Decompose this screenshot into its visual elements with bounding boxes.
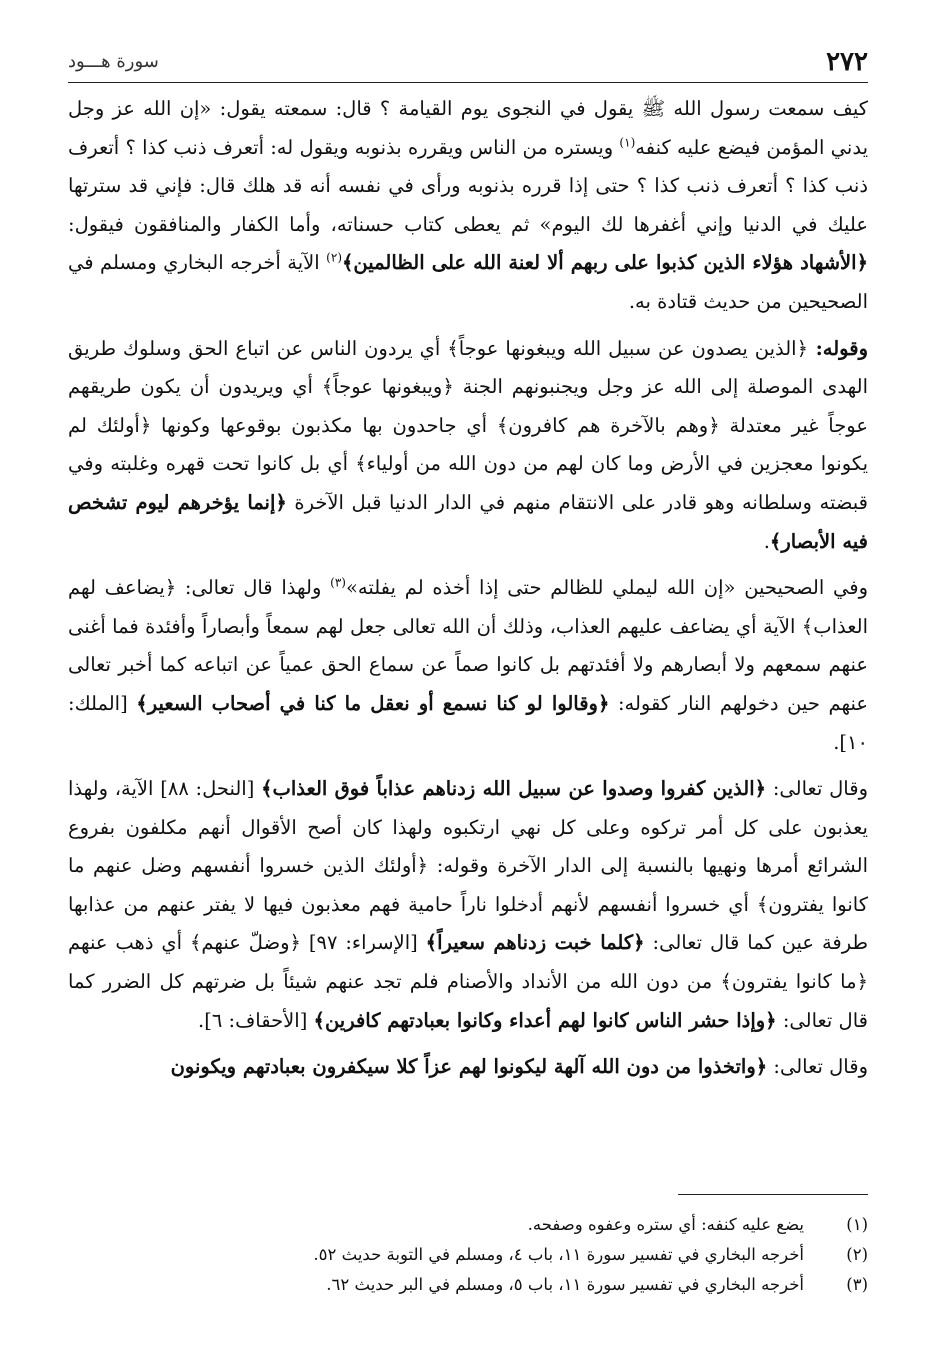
text-run: [الأحقاف: ٦]. (198, 1008, 314, 1032)
quran-quote: ﴿واتخذوا من دون الله آلهة ليكونوا لهم عزاً كلا سيكفرون بعبادتهم ويكونون (170, 1055, 768, 1079)
paragraph (68, 1048, 868, 1087)
paragraph (68, 90, 868, 322)
main-text (68, 90, 868, 1087)
text-run: [الملك: ١٠]. (68, 691, 868, 754)
footnote-text: أخرجه البخاري في تفسير سورة ١١، باب ٥، ومسلم في البر حديث ٦٢. (326, 1275, 804, 1294)
footnote (68, 1210, 868, 1240)
text-run: وقال تعالى: (766, 777, 868, 801)
footnote-divider (678, 1194, 868, 1195)
text-run: وقال تعالى: (767, 1055, 868, 1079)
text-run: وفي الصحيحين «إن الله ليملي للظالم حتى إذا أخذه لم يفلته» (345, 576, 868, 600)
quran-quote: ﴿الأشهاد هؤلاء الذين كذبوا على ربهم ألا لعنة الله على الظالمين﴾ (342, 251, 868, 275)
text-run: الآية أخرجه البخاري ومسلم في الصحيحين من حديث قتادة به. (68, 251, 868, 313)
running-title: سورة هـــود (68, 51, 159, 72)
text-run: كيف سمعت رسول الله ﷺ يقول في النجوى يوم القيامة ؟ قال: سمعته يقول: «إن الله عز وجل يدني المؤمن فيضع عليه كنفه (68, 97, 868, 159)
quran-quote: ﴿وإذا حشر الناس كانوا لهم أعداء وكانوا بعبادتهم كافرين﴾ (313, 1008, 777, 1032)
text-run: [الإسراء: ٩٧] ﴿وضلّ عنهم﴾ أي ذهب عنهم ﴿ما كانوا يفترون﴾ من دون الله من الأنداد والأصنام فلم تجد عنهم شيئاً بل ضرتهم كل الضرر كما قال تعالى: (68, 931, 868, 1032)
footnotes (68, 1210, 868, 1300)
footnote-number: (٣) (846, 1275, 868, 1294)
quran-quote: ﴿إنما يؤخرهم ليوم تشخص فيه الأبصار﴾ (68, 490, 868, 553)
page-header (68, 44, 868, 80)
quran-quote: ﴿الذين كفروا وصدوا عن سبيل الله زدناهم عذاباً فوق العذاب﴾ (261, 777, 767, 801)
footnote-reference: (٢) (326, 250, 342, 265)
paragraph (68, 770, 868, 1040)
footnote-number: (٢) (846, 1245, 868, 1264)
text-run: ويستره من الناس ويقرره بذنوبه ويقول له: أتعرف ذنب كذا ؟ أتعرف ذنب كذا ؟ أتعرف ذنب كذا ؟ حتى إذا قرره بذنوبه ورأى في نفسه أنه قد هلك قال: فإني قد سترتها عليك في الدنيا وإني أغفرها لك اليوم» ثم يعطى كتاب حسناته، وأما الكفار والمنافقون فيقول: (68, 135, 868, 236)
text-run: . (763, 529, 770, 553)
footnote (68, 1270, 868, 1300)
quran-quote: ﴿كلما خبت زدناهم سعيراً﴾ (425, 931, 645, 955)
header-divider (68, 82, 868, 83)
text-run: ولهذا قال تعالى: ﴿يضاعف لهم العذاب﴾ الآية أي يضاعف عليهم العذاب، وذلك أن الله تعالى جعل لهم سمعاً وأبصاراً وأفئدة فما أغنى عنهم سمعهم ولا أبصارهم ولا أفئدتهم بل كانوا صماً عن سماع الحق عمياً عن اتباعه كما أخبر تعالى عنهم حين دخولهم النار كقوله: (68, 576, 868, 715)
footnote-reference: (١) (619, 135, 636, 150)
quran-quote: ﴿وقالوا لو كنا نسمع أو نعقل ما كنا في أصحاب السعير﴾ (136, 691, 610, 715)
page-number: ٢٧٢ (826, 47, 868, 77)
footnote-text: أخرجه البخاري في تفسير سورة ١١، باب ٤، ومسلم في التوبة حديث ٥٢. (313, 1245, 804, 1264)
text-run: [النحل: ٨٨] الآية، ولهذا يعذبون على كل أمر تركوه وعلى كل نهي ارتكبوه ولهذا كان أصح الأقوال أنهم مكلفون بفروع الشرائع أمرها ونهيها بالنسبة إلى الدار الآخرة وقوله: ﴿أولئك الذين خسروا أنفسهم وضل عنهم ما كانوا يفترون﴾ أي خسروا أنفسهم لأنهم أدخلوا ناراً حامية فهم معذبون فيها لا يفتر عنهم من عذابها طرفة عين كما قال تعالى: (68, 777, 869, 955)
paragraph (68, 569, 868, 762)
text-run: ﴿الذين يصدون عن سبيل الله ويبغونها عوجاً﴾ أي يردون الناس عن اتباع الحق وسلوك طريق الهدى الموصلة إلى الله عز وجل ويجنبونهم الجنة ﴿ويبغونها عوجاً﴾ أي ويريدون أن يكون طريقهم عوجاً غير معتدلة ﴿وهم بالآخرة هم كافرون﴾ أي جاحدون بها مكذبون بوقوعها وكونها ﴿أولئك لم يكونوا معجزين في الأرض وما كان لهم من دون الله من أولياء﴾ أي بل كانوا تحت قهره وغلبته وفي قبضته وسلطانه وهو قادر على الانتقام منهم في الدار الدنيا قبل الآخرة (68, 336, 869, 514)
footnote (68, 1240, 868, 1270)
quran-quote: وقوله: (808, 336, 868, 360)
footnote-text: يضع عليه كنفه: أي ستره وعفوه وصفحه. (527, 1215, 804, 1234)
paragraph (68, 330, 868, 562)
footnote-number: (١) (846, 1215, 868, 1234)
footnote-reference: (٣) (330, 575, 346, 590)
